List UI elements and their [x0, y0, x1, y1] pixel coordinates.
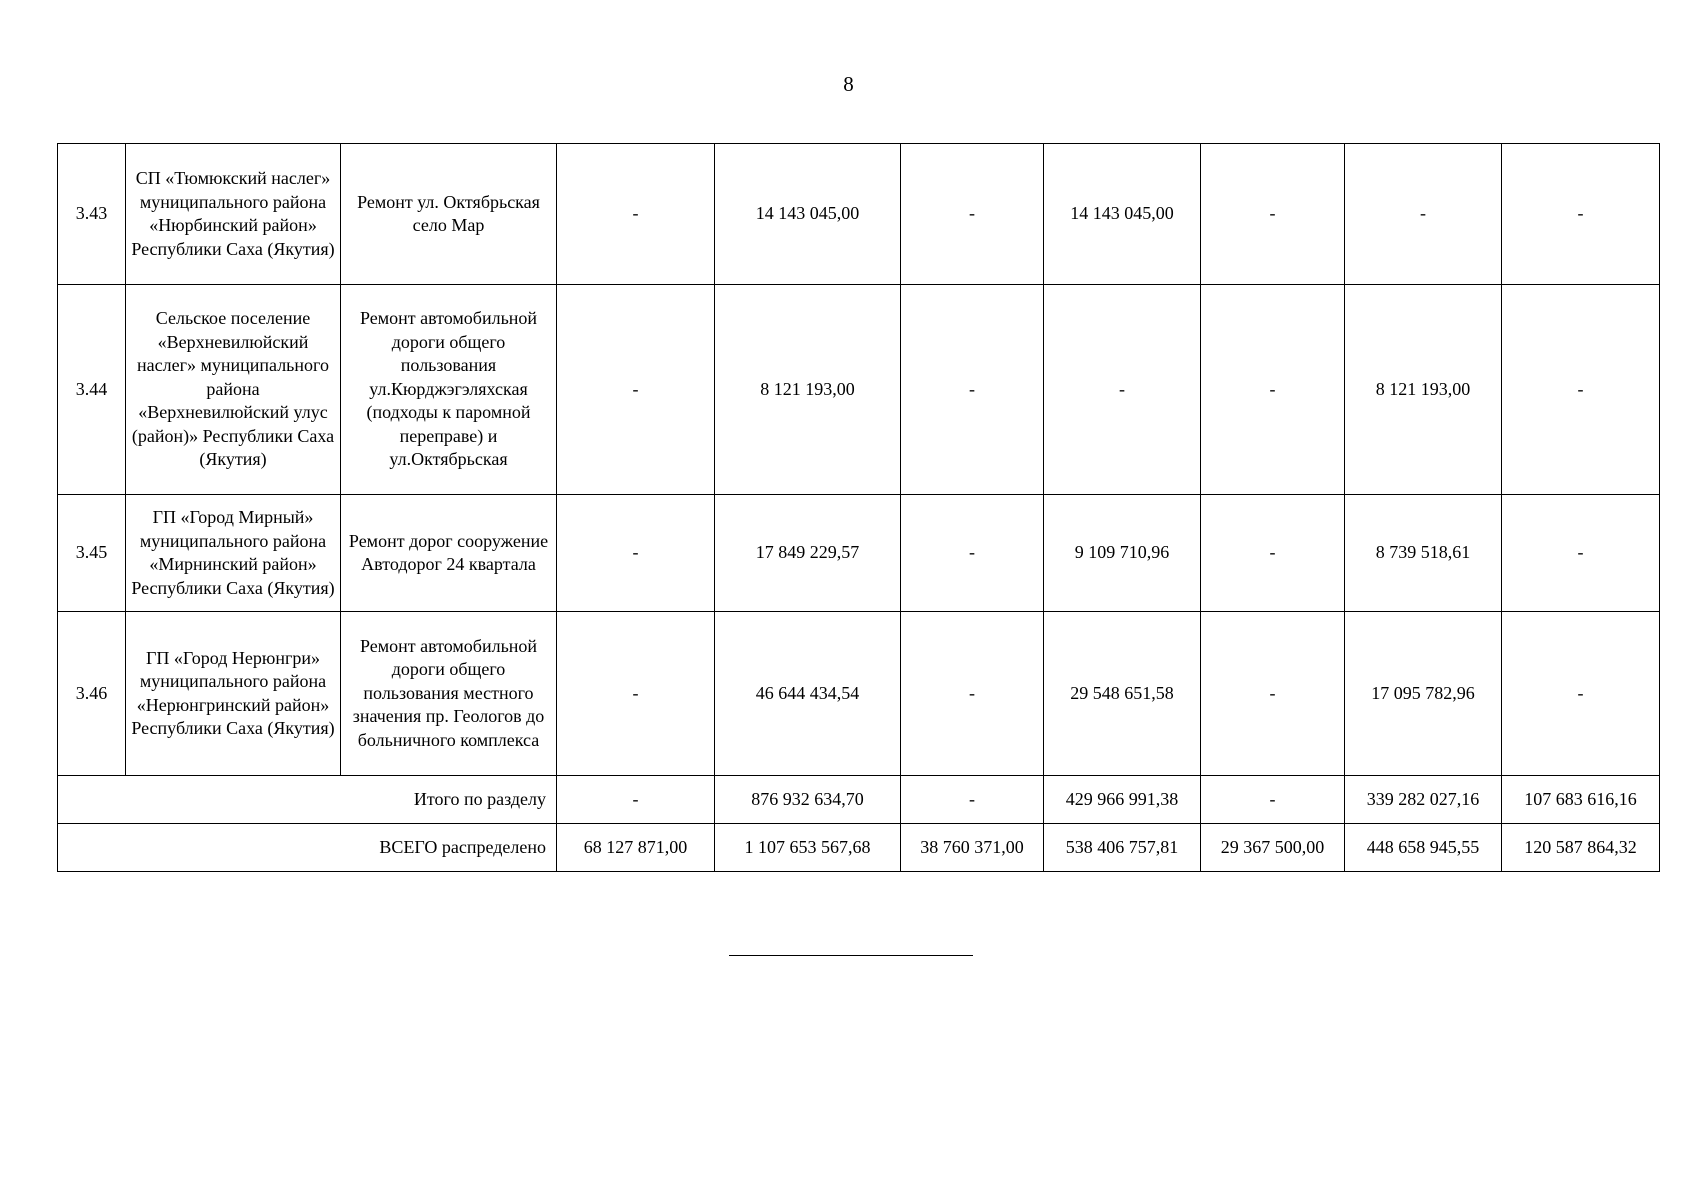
- subtotal-value: -: [557, 776, 715, 824]
- subtotal-value: 429 966 991,38: [1044, 776, 1201, 824]
- total-value: 29 367 500,00: [1201, 824, 1345, 872]
- value-cell: 9 109 710,96: [1044, 495, 1201, 612]
- value-cell: -: [1201, 495, 1345, 612]
- recipient-cell: СП «Тюмюкский наслег» муниципального района «Нюрбинский район» Республики Саха (Якутия): [126, 144, 341, 285]
- subtotal-value: -: [901, 776, 1044, 824]
- value-cell: 14 143 045,00: [1044, 144, 1201, 285]
- value-cell: 14 143 045,00: [715, 144, 901, 285]
- value-cell: -: [1044, 285, 1201, 495]
- total-value: 448 658 945,55: [1345, 824, 1502, 872]
- row-number: 3.43: [58, 144, 126, 285]
- subtotal-value: 107 683 616,16: [1502, 776, 1660, 824]
- value-cell: -: [1502, 612, 1660, 776]
- allocation-table: [57, 143, 1660, 872]
- value-cell: 8 121 193,00: [1345, 285, 1502, 495]
- total-value: 68 127 871,00: [557, 824, 715, 872]
- subtotal-label: Итого по разделу: [58, 776, 557, 824]
- value-cell: -: [1345, 144, 1502, 285]
- value-cell: -: [901, 495, 1044, 612]
- object-cell: Ремонт автомобильной дороги общего пользования местного значения пр. Геологов до больничного комплекса: [341, 612, 557, 776]
- recipient-cell: ГП «Город Мирный» муниципального района «Мирнинский район» Республики Саха (Якутия): [126, 495, 341, 612]
- value-cell: -: [557, 285, 715, 495]
- value-cell: -: [1201, 612, 1345, 776]
- row-number: 3.44: [58, 285, 126, 495]
- value-cell: -: [901, 144, 1044, 285]
- table-row: [58, 144, 1660, 285]
- value-cell: -: [1201, 144, 1345, 285]
- value-cell: 8 739 518,61: [1345, 495, 1502, 612]
- recipient-cell: ГП «Город Нерюнгри» муниципального района «Нерюнгринский район» Республики Саха (Якутия): [126, 612, 341, 776]
- object-cell: Ремонт дорог сооружение Автодорог 24 квартала: [341, 495, 557, 612]
- subtotal-value: 876 932 634,70: [715, 776, 901, 824]
- value-cell: -: [901, 285, 1044, 495]
- total-row: [58, 824, 1660, 872]
- page-number: 8: [843, 72, 854, 96]
- table-row: [58, 612, 1660, 776]
- row-number: 3.45: [58, 495, 126, 612]
- value-cell: -: [557, 144, 715, 285]
- value-cell: 29 548 651,58: [1044, 612, 1201, 776]
- value-cell: -: [1502, 495, 1660, 612]
- total-value: 1 107 653 567,68: [715, 824, 901, 872]
- recipient-cell: Сельское поселение «Верхневилюйский наслег» муниципального района «Верхневилюйский улус (район)» Республики Саха (Якутия): [126, 285, 341, 495]
- value-cell: 8 121 193,00: [715, 285, 901, 495]
- value-cell: 17 849 229,57: [715, 495, 901, 612]
- object-cell: Ремонт ул. Октябрьская село Мар: [341, 144, 557, 285]
- row-number: 3.46: [58, 612, 126, 776]
- value-cell: -: [1502, 285, 1660, 495]
- value-cell: 17 095 782,96: [1345, 612, 1502, 776]
- value-cell: -: [1201, 285, 1345, 495]
- table-row: [58, 285, 1660, 495]
- table-row: [58, 495, 1660, 612]
- total-label: ВСЕГО распределено: [58, 824, 557, 872]
- object-cell: Ремонт автомобильной дороги общего пользования ул.Кюрджэгэляхская (подходы к паромной переправе) и ул.Октябрьская: [341, 285, 557, 495]
- subtotal-row: [58, 776, 1660, 824]
- value-cell: 46 644 434,54: [715, 612, 901, 776]
- total-value: 120 587 864,32: [1502, 824, 1660, 872]
- value-cell: -: [1502, 144, 1660, 285]
- subtotal-value: -: [1201, 776, 1345, 824]
- total-value: 38 760 371,00: [901, 824, 1044, 872]
- footer-divider: [729, 955, 973, 956]
- value-cell: -: [901, 612, 1044, 776]
- total-value: 538 406 757,81: [1044, 824, 1201, 872]
- value-cell: -: [557, 495, 715, 612]
- subtotal-value: 339 282 027,16: [1345, 776, 1502, 824]
- value-cell: -: [557, 612, 715, 776]
